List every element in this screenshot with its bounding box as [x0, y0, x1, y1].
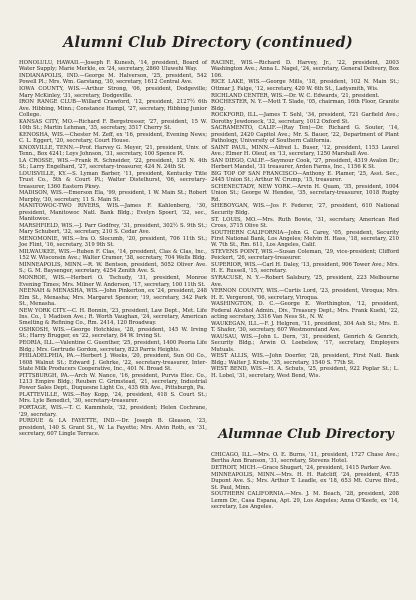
- directory-entry: RICE LAKE, WIS.—George Mills, '18, president, 102 N. Main St.; Ottmar J. Falge, '12, secretary, 420 W. 6th St., Ladysmith, Wis.: [211, 79, 399, 92]
- directory-entry: MINNEAPOLIS, MINN.—R. W. Bentson, president, 5052 Oliver Ave. S.; G. M. Baysenger, secretary, 4254 Zenith Ave. S.: [19, 262, 207, 275]
- directory-entry: PURDUE & LA FAYETTE, IND.—Dr. Joseph B. Gleason, '23, president, 140 S. Grant St., W. La Fayette; Mrs. Alvin Roth, ex '31, secretary, 607 Lingle Terrace.: [19, 418, 207, 437]
- page-title: Alumni Club Directory (continued): [63, 34, 353, 51]
- directory-entry: NEENAH & MENASHA, WIS.—John Pinkerton, ex '24, president, 248 Elm St., Menasha; Mrs. Margaret Spencer, '19, secretary, 342 Park St., Menasha.: [19, 288, 207, 307]
- directory-entry: INDIANAPOLIS, IND.—George M. Halverson, '25, president, 542 Powell Pl.; Mrs. Wm. Garstang, '30, secretary, 1612 Central Ave.: [19, 73, 207, 86]
- directory-entry: SACRAMENTO, CALIF.—(Ray Ten)—Dr. Richard G. Souter, '14, president, 2420 Capitol Ave.; Mr. S. Bauer, '22, Department of Plant Pathology, University of Southern California.: [211, 125, 399, 145]
- directory-entry: WASHINGTON, D. C.—George E. Worthington, '12, president, Federal Alcohol Admin., Div., Treasury Dept.; Mrs. Frank Kuehl, '22, acting secretary, 3316 Van Ness St., N. W.: [211, 301, 399, 321]
- directory-entry: PEORIA, ILL.—Valentine C. Guenther, '25, president, 1400 Peoria Life Bldg.; Mrs. Gertrude Gordon, secretary, 823 Parris Heights.: [19, 340, 208, 353]
- directory-entry: SAINT PAUL, MINN.—Alfred L. Buser, '12, president, 1153 Laurel Ave.; Elmer H. Oleuf, ex '13, secretary, 1250 Marshall Ave.: [211, 144, 399, 158]
- directory-entry: NEW YORK CITY.—C. H. Bonnin, '23, president, Law Dept., Met. Life Ins. Co., 1 Madison Ave.; R. Worth Vaughan, '24, secretary, American Smelting & Refining Co., Rm. 2414, 120 Broadway.: [19, 307, 207, 327]
- directory-entry: OSHKOSH, WIS.—George Hotchkiss, '28, president, 145 W. Irving St.; Harry Brugger, ex '22, secretary, 84 W. Irving St.: [19, 327, 207, 340]
- directory-entry: PHILADELPHIA, PA.—Herbert J. Weeks, '20, president, Sun Oil Co., 1608 Walnut St.; Edward J. Gehrke, '22, secretary-treasurer, Inter-State Milk Producers Cooperative, Inc., 401 N. Broad St.: [19, 353, 207, 372]
- alumnae-column: [211, 452, 399, 511]
- directory-entry: STEVENS POINT, WIS.—Susan Coleman, '29, vice-president; Clifford Peickert, '26, secretary-treasurer.: [211, 249, 399, 262]
- directory-entry: RACINE, WIS.—Richard D. Harvey, Jr., '22, president, 2003 Washington Ave.; Anna L. Nagel, '24, secretary, General Delivery, Box 106.: [211, 60, 399, 79]
- directory-entry: MADISON, WIS.—Emerson Ela, '99, president, 1 W. Main St.; Robert Murphy, '30, secretary, 11 S. Main St.: [19, 190, 207, 203]
- directory-entry: BIG TOP OF SAN FRANCISCO—Anthony E. Plamer, '25, Asst. Sec., 2445 Union St.; Arthur W. Crump, '15, treasurer.: [211, 170, 399, 184]
- directory-entry: ST. LOUIS, MO.—Mrs. Ruth Bowie, '31, secretary, American Red Cross, 3715 Olive St.: [211, 216, 399, 229]
- directory-entry: HONOLULU, HAWAII.—Joseph F. Kunesh, '14, president, Board of Water Supply; Marie Merkle, ex '24, secretary, 2860 Uluwehi Way.: [19, 60, 207, 73]
- directory-entry: MILWAUKEE, WIS.—Ruben F. Clas, '14, president, Clas & Clas, Inc., 152 W. Wisconsin Ave.; Walter Cramer, '38, secretary, 704 Wells Bldg.: [19, 249, 207, 262]
- directory-entry: WEST ALLIS, WIS.—John Doerfer, '28, president, First Natl. Bank Bldg.; Walter J. Krebs, '35, secretary, 1540 S. 77th St.: [211, 353, 399, 366]
- directory-entry: DETROIT, MICH.—Grace Shugart, '24, president, 1415 Parker Ave.: [211, 465, 392, 472]
- directory-entry: LOUISVILLE, KY.—S. Lyman Barber, '11, president, Kentucky Title Trust Co., 5th & Court Pl.; Walter Distelhurst, '06, secretary-treasurer, 1360 Eastern Pkwy.: [19, 170, 207, 190]
- directory-entry: MARSHFIELD, WIS.—J. Parr Godfrey, '31, president, 302½ S. 9th St.; Mary Schubert, '32, secretary, 210 S. Cedar Ave.: [19, 222, 207, 236]
- directory-entry: PITTSBURGH, PA.—Arch W. Nance, '16, president, Purvis Elec. Co., 1213 Empire Bldg.; Reuben C. Grimstead, '21, secretary, Industrial Power Sales Dept., Duquesne Light Co., 435 6th Ave., Pittsburgh, Pa.: [19, 372, 207, 392]
- directory-entry: SHEBOYGAN, WIS.—Jos F. Federer, '27, president, 610 National Security Bldg.: [211, 203, 399, 216]
- alumni-column-right: [211, 60, 399, 379]
- directory-entry: ROCKFORD, ILL.—James T. Sehl, '34, president, 721 Garfield Ave.; Dorothy Jewdoneck, '32, secretary, 1012 Oxford St.: [211, 112, 399, 125]
- directory-entry: MANITOWOC-TWO RIVERS, WIS.—James F. Kahlenberg, '30, president, Manitowoc Natl. Bank Bldg.; Evelyn Spoerl, '32, sec., Manitowoc.: [19, 203, 207, 223]
- directory-entry: SOUTHERN CALIFORNIA.—Mrs. J. M. Beach, '28, president, 208 Lemm Dr., Casa Espana, Apt. 29, Los Angeles; Anna O'Keefe, ex '14, secretary, Los Angeles.: [211, 491, 399, 510]
- directory-entry: WAUKEGAN, ILL.—F. J. Helgren, '11, president, 304 Ash St.; Mrs. E. T. Shafer, '30, secretary, 607 Westmoreland Ave.: [211, 320, 399, 334]
- directory-entry: MONROE, WIS.—Herbert O. Tschudy, '31, president, Monroe Evening Times; Mrs. Milner W. Anderson, '17, secretary, 100 11th St.: [19, 275, 207, 288]
- directory-entry: WEST BEND, WIS.—H. A. Schuts, '25, president, 922 Poplar St.; L. H. Lobel, '31, secretary, West Bend, Wis.: [211, 366, 399, 379]
- directory-entry: KENOSHA, WIS.—Chester M. Zeff, ex '16, president, Evening News; C. L. Eggert, '20, secretary, Court House.: [19, 131, 207, 145]
- alumnae-title: Alumnae Club Directory: [218, 427, 394, 442]
- directory-entry: RICHLAND CENTER, WIS.—Dr. W. C. Edwards, '21, president.: [211, 92, 380, 99]
- directory-entry: SYRACUSE, N. Y.—Robert Salsbury, '25, president, 223 Melbourne Ave.: [211, 275, 399, 288]
- directory-entry: ROCHESTER, N. Y.—Mott T. Slade, '05, chairman, 16th Floor, Granite Bldg.: [211, 99, 399, 112]
- directory-entry: SUPERIOR, WIS.—Carl H. Daley, '13, president, 906 Tower Ave.; Mrs. H. E. Russell, '15, secretary.: [211, 262, 399, 275]
- directory-entry: SCHENECTADY, NEW YORK.—Arvin H. Quam, '35, president, 1004 Union St.; George W. Hendee, '35, secretary-treasurer, 1018 Rugby Rd.: [211, 184, 399, 203]
- alumni-column-left: [19, 60, 207, 438]
- directory-entry: LA CROSSE, WIS.—Frank R. Schneider, '22, president, 125 N. 4th St.; Larry Engelhard, '27, secretary-treasurer, 424 N. 24th St.: [19, 157, 207, 171]
- directory-entry: KNOXVILLE, TENN.—Prof. Harvey G. Meyer, '21, president, Univ. of Tenn., Box 4241; Loys Johnson, '31, secretary, 100 Spence Pl.: [19, 144, 207, 158]
- directory-entry: MENOMONIE, WIS.—Ira O. Slocumb, '20, president, 706 11th St.; Joe Flint, '16, secretary, 319 9th St.: [19, 235, 207, 249]
- directory-entry: PORTAGE, WIS.—T. C. Kammholz, '32, president; Helen Cochrane, '29, secretary.: [19, 405, 207, 418]
- directory-entry: PLATTEVILLE, WIS.—Roy Kopp, '24, president, 418 S. Court St.; Mrs. Lyle Benedict, '30, secretary-treasurer.: [19, 392, 207, 405]
- directory-entry: MINNEAPOLIS, MINN.—Mrs. H. H. Ratcliff, '24, president, 4735 Dupont Ave. S.; Mrs. Arthur T. Leadle, ex '18, 653 Mt. Curve Blvd., St. Paul, Minn.: [211, 471, 399, 491]
- directory-entry: KANSAS CITY, MO.—Richard F. Bergstresser, '27, president, 15 W. 10th St.; Martin Lehman, '35, secretary, 3517 Cherry St.: [19, 118, 207, 131]
- directory-entry: IOWA COUNTY, WIS.—Arthur Strong, '06, president, Dodgeville; Mary McKinley, '31, secretary, Dodgeville.: [19, 86, 207, 99]
- directory-entry: WAUSAU, WIS.—John L. Dern, '31, president, Genrich & Genrich, Security Bldg.; Arwin O. Loebelow, '17, secretary, Employers Mutuals.: [211, 333, 399, 353]
- directory-entry: SOUTHERN CALIFORNIA—John G. Carey, '05, president, Security First National Bank, Los Angeles; Melvin H. Hass, '18, secretary, 210 W. 7th St., Rm. 611, Los Angeles, Calif.: [211, 229, 399, 249]
- directory-entry: VERNON COUNTY, WIS.—Curtis Lord, '23, president, Viroqua; Mrs. H. E. Vergeront, '06, secretary, Viroqua.: [211, 288, 399, 301]
- directory-entry: CHICAGO, ILL.—Mrs. O. E. Burns, '11, president, 1727 Chase Ave.; Bertha Ann Branson, '31, secretary, Stevens Hotel.: [211, 452, 399, 465]
- directory-entry: IRON RANGE CLUB—Willard Crawford, '12, president, 2127½ 6th Ave. Hibbing, Minn.; Constance Hampl, '27, secretary, Hibbing Junior College.: [19, 99, 207, 118]
- directory-entry: SAN DIEGO, CALIF.—Seymour Cook, '27, president, 4319 Avalon Dr.; Herbert Mandel, '31 treasurer, Arden Farms, Inc., 1156 K St.: [211, 157, 399, 171]
